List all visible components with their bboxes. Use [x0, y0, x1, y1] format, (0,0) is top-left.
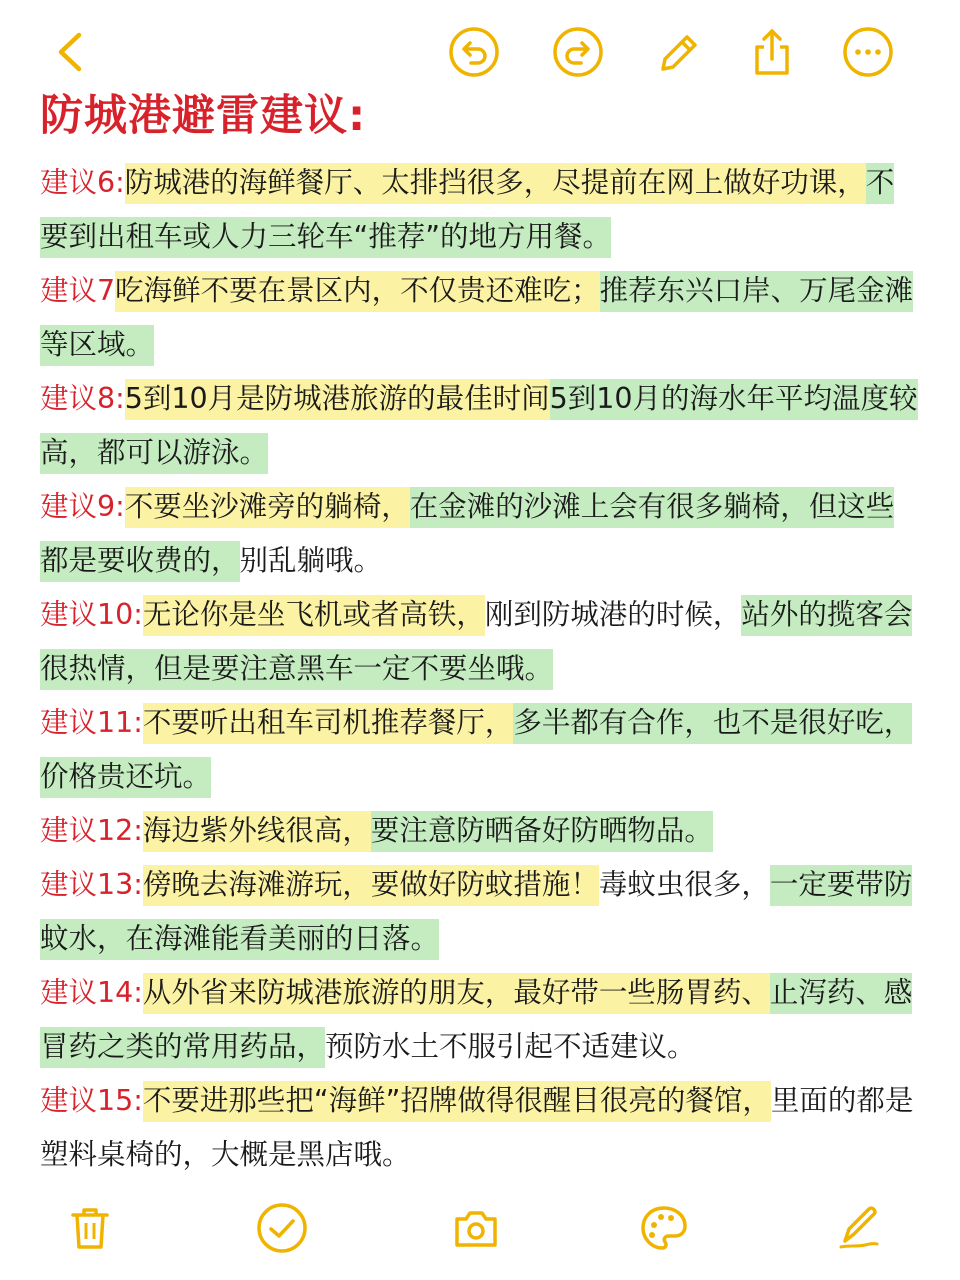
- highlight-green-text: 多半都有合作，也不是很好吃，价格贵还坑。: [40, 703, 912, 798]
- highlight-yellow-text: 不要听出租车司机推荐餐厅，: [143, 703, 514, 744]
- suggestion-label: 建议9:: [40, 490, 125, 523]
- note-paragraph: [40, 966, 920, 1074]
- highlight-yellow-text: 吃海鲜不要在景区内，不仅贵还难吃；: [115, 271, 600, 312]
- draw-button[interactable]: [826, 1196, 890, 1260]
- body-text: 别乱躺哦。: [239, 544, 383, 577]
- suggestion-label: 建议6:: [40, 166, 125, 199]
- top-toolbar: [0, 0, 960, 100]
- suggestion-label: 建议12:: [40, 814, 143, 847]
- note-paragraph: [40, 1074, 920, 1182]
- palette-icon: [637, 1201, 691, 1255]
- highlight-green-text: 止泻药、感冒药之类的常用药品，: [40, 973, 912, 1068]
- body-text: 刚到防城港的时候，: [484, 598, 742, 631]
- highlight-green-text: 要注意防晒备好防晒物品。: [371, 811, 713, 852]
- camera-icon: [449, 1201, 503, 1255]
- bottom-toolbar: [0, 1190, 960, 1270]
- undo-icon: [447, 25, 501, 79]
- note-paragraph: [40, 696, 920, 804]
- highlight-yellow-text: 从外省来防城港旅游的朋友，最好带一些肠胃药、: [143, 973, 770, 1014]
- back-button[interactable]: [40, 22, 100, 82]
- suggestion-label: 建议13:: [40, 868, 143, 901]
- note-title: 防城港避雷建议:: [40, 91, 367, 141]
- body-text: 预防水土不服引起不适建议。: [325, 1030, 696, 1063]
- palette-button[interactable]: [632, 1196, 696, 1260]
- highlight-green-text: 在金滩的沙滩上会有很多躺椅，但这些都是要收费的，: [40, 487, 894, 582]
- trash-icon: [63, 1201, 117, 1255]
- note-paragraph: [40, 480, 920, 588]
- highlight-yellow-text: 无论你是坐飞机或者高铁，: [143, 595, 485, 636]
- undo-button[interactable]: [444, 22, 504, 82]
- note-paragraph: [40, 372, 920, 480]
- note-paragraph: [40, 264, 920, 372]
- checkmark-icon: [255, 1201, 309, 1255]
- share-icon: [745, 25, 799, 79]
- suggestion-label: 建议11:: [40, 706, 143, 739]
- back-icon: [43, 25, 97, 79]
- suggestion-label: 建议7: [40, 274, 116, 307]
- camera-button[interactable]: [444, 1196, 508, 1260]
- highlight-green-text: 5到10月的海水年平均温度较高，都可以游泳。: [40, 379, 918, 474]
- note-paragraph: [40, 588, 920, 696]
- highlight-green-text: 推荐东兴口岸、万尾金滩等区域。: [40, 271, 913, 366]
- suggestion-label: 建议8:: [40, 382, 125, 415]
- note-paragraph: [40, 156, 920, 264]
- checklist-button[interactable]: [250, 1196, 314, 1260]
- body-text: 毒蚊虫很多，: [598, 868, 770, 901]
- edit-button[interactable]: [648, 22, 708, 82]
- suggestion-label: 建议10:: [40, 598, 143, 631]
- highlight-green-text: 站外的揽客会很热情，但是要注意黑车一定不要坐哦。: [40, 595, 912, 690]
- highlight-yellow-text: 傍晚去海滩游玩，要做好防蚊措施！: [143, 865, 599, 906]
- pen-icon: [831, 1201, 885, 1255]
- redo-icon: [551, 25, 605, 79]
- highlight-yellow-text: 不要坐沙滩旁的躺椅，: [125, 487, 410, 528]
- highlight-yellow-text: 不要进那些把“海鲜”招牌做得很醒目很亮的餐馆，: [143, 1081, 771, 1122]
- highlight-yellow-text: 5到10月是防城港旅游的最佳时间: [125, 379, 550, 420]
- highlight-yellow-text: 防城港的海鲜餐厅、太排挡很多，尽提前在网上做好功课，: [125, 163, 866, 204]
- note-paragraph: [40, 804, 920, 858]
- suggestion-label: 建议14:: [40, 976, 143, 1009]
- note-body[interactable]: [40, 156, 920, 1182]
- more-icon: [841, 25, 895, 79]
- highlight-green-text: 不要到出租车或人力三轮车“推荐”的地方用餐。: [40, 163, 894, 258]
- share-button[interactable]: [742, 22, 802, 82]
- suggestion-label: 建议15:: [40, 1084, 143, 1117]
- delete-button[interactable]: [58, 1196, 122, 1260]
- note-paragraph: [40, 858, 920, 966]
- body-text: 里面的都是塑料桌椅的，大概是黑店哦。: [40, 1084, 914, 1171]
- edit-icon: [651, 25, 705, 79]
- highlight-yellow-text: 海边紫外线很高，: [143, 811, 371, 852]
- redo-button[interactable]: [548, 22, 608, 82]
- more-button[interactable]: [838, 22, 898, 82]
- highlight-green-text: 一定要带防蚊水，在海滩能看美丽的日落。: [40, 865, 912, 960]
